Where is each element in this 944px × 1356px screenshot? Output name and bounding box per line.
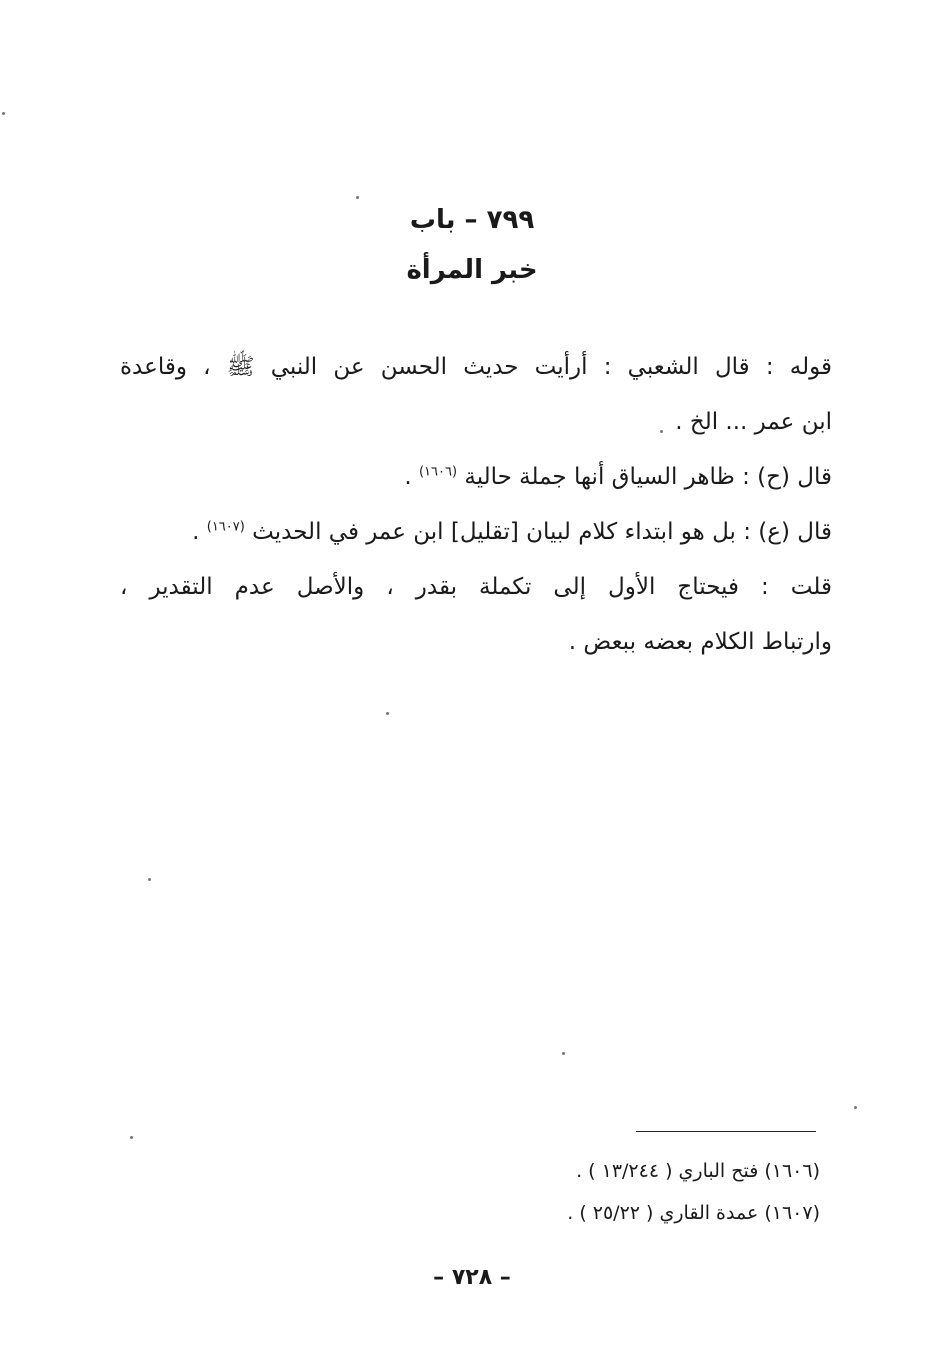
paragraph-2 [120, 450, 832, 505]
scan-speck [130, 1136, 133, 1139]
paragraph-4-line-2: وارتباط الكلام بعضه ببعض . [568, 629, 832, 655]
scan-speck [2, 112, 5, 115]
main-text [120, 340, 832, 670]
paragraph-2-end: . [404, 464, 412, 490]
paragraph-1-line-2: ابن عمر ... الخ . [675, 409, 832, 435]
scan-speck [854, 1106, 857, 1109]
scan-speck [356, 196, 359, 199]
footnote-separator [636, 1131, 816, 1132]
scan-speck [660, 430, 663, 433]
footnote-ref-1607: (١٦٠٧) [206, 519, 245, 535]
paragraph-4 [120, 560, 832, 670]
chapter-number: ٧٩٩ – باب [409, 205, 535, 235]
footnote-ref-1606: (١٦٠٦) [418, 464, 458, 480]
paragraph-3 [120, 505, 832, 560]
page-number: – ٧٢٨ – [433, 1265, 511, 1290]
scan-speck [562, 1052, 565, 1055]
footnote-1606: (١٦٠٦) فتح الباري ( ١٣/٢٤٤ ) . [576, 1160, 820, 1182]
paragraph-1 [120, 340, 832, 450]
chapter-title: خبر المرأة [406, 255, 538, 285]
scan-speck [148, 878, 151, 881]
scan-speck [386, 712, 389, 715]
footnote-1607: (١٦٠٧) عمدة القاري ( ٢٥/٢٢ ) . [567, 1202, 820, 1224]
footnotes [300, 1150, 820, 1234]
paragraph-3-end: . [192, 519, 200, 545]
paragraph-3-text: قال (ع) : بل هو ابتداء كلام لبيان [تقليل] ابن عمر في الحديث [252, 519, 832, 545]
paragraph-4-line-1: قلت : فيحتاج الأول إلى تكملة بقدر ، والأصل عدم التقدير ، [120, 574, 832, 600]
paragraph-2-text: قال (ح) : ظاهر السياق أنها جملة حالية [464, 464, 832, 490]
paragraph-1-line-1: قوله : قال الشعبي : أرأيت حديث الحسن عن النبي ﷺ ، وقاعدة [120, 354, 832, 380]
